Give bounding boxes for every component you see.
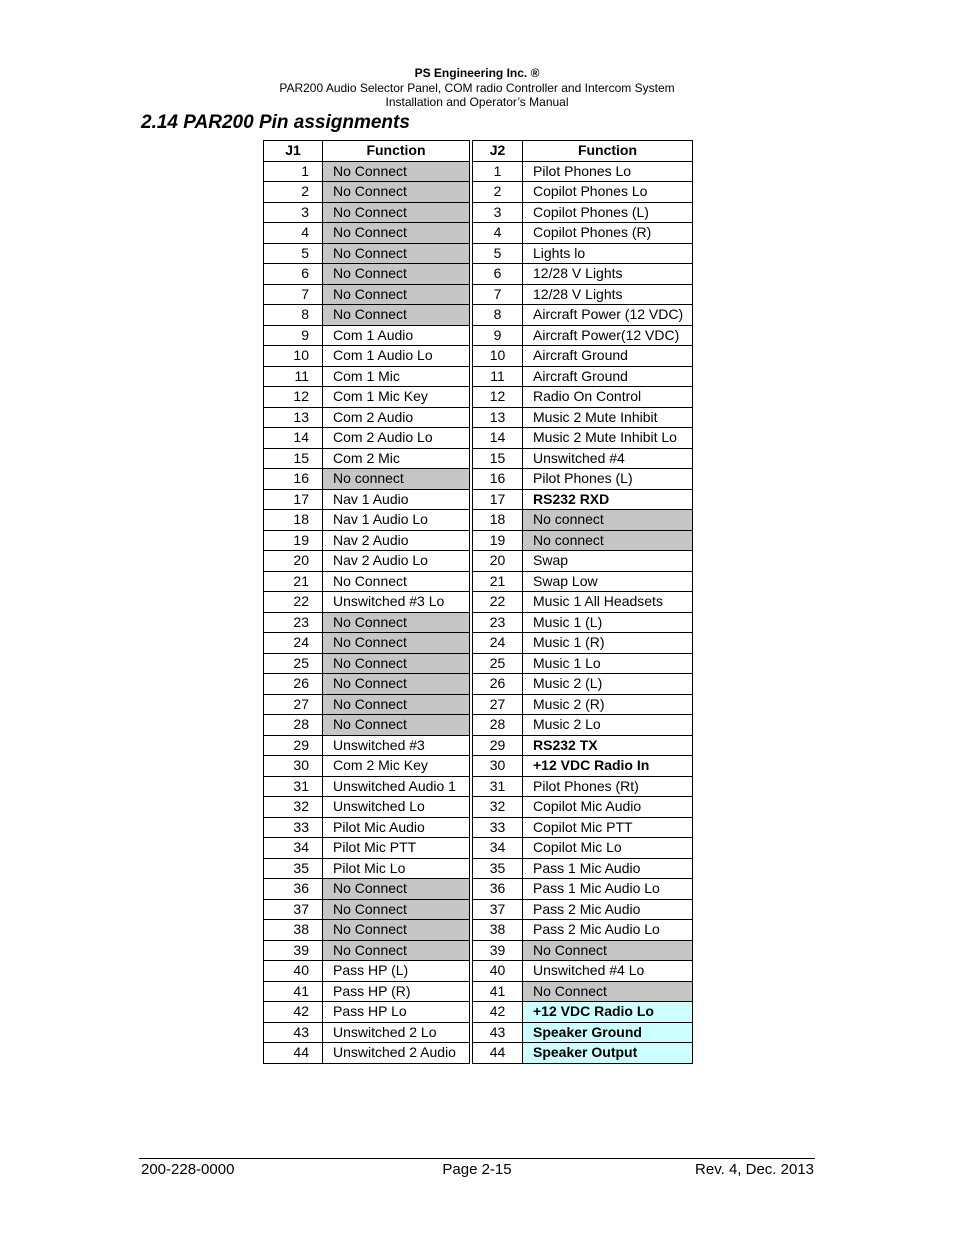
j2-pin-number: 27 (473, 694, 523, 715)
j1-function: Unswitched #3 Lo (323, 592, 470, 613)
j1-function: Pilot Mic PTT (323, 838, 470, 859)
j1-function: Com 1 Mic (323, 366, 470, 387)
table-row (264, 448, 693, 469)
table-row (264, 735, 693, 756)
j2-pin-number: 44 (473, 1043, 523, 1064)
j2-pin-number: 25 (473, 653, 523, 674)
j1-function: No Connect (323, 161, 470, 182)
j1-pin-number: 2 (264, 182, 323, 203)
j1-pin-number: 17 (264, 489, 323, 510)
j2-function: Pilot Phones Lo (523, 161, 693, 182)
j2-function: No Connect (523, 940, 693, 961)
j1-function: Pass HP Lo (323, 1002, 470, 1023)
j1-function: No Connect (323, 674, 470, 695)
j1-pin-number: 22 (264, 592, 323, 613)
j2-pin-number: 1 (473, 161, 523, 182)
j2-function: Music 2 Mute Inhibit Lo (523, 428, 693, 449)
j1-pin-number: 40 (264, 961, 323, 982)
table-row (264, 387, 693, 408)
table-header-row (264, 141, 693, 162)
j1-function: No Connect (323, 305, 470, 326)
j2-pin-number: 22 (473, 592, 523, 613)
table-row (264, 1043, 693, 1064)
j2-pin-number: 29 (473, 735, 523, 756)
j1-function: No Connect (323, 920, 470, 941)
j1-pin-number: 12 (264, 387, 323, 408)
j2-function: Aircraft Ground (523, 366, 693, 387)
j1-pin-number: 41 (264, 981, 323, 1002)
table-row (264, 817, 693, 838)
j2-function: Music 1 All Headsets (523, 592, 693, 613)
j1-pin-number: 26 (264, 674, 323, 695)
j1-pin-number: 36 (264, 879, 323, 900)
j1-function: Unswitched #3 (323, 735, 470, 756)
table-row (264, 489, 693, 510)
j2-function: Copilot Mic PTT (523, 817, 693, 838)
j1-function: No Connect (323, 182, 470, 203)
j1-function: No connect (323, 469, 470, 490)
j1-function: Unswitched 2 Lo (323, 1022, 470, 1043)
j2-pin-number: 42 (473, 1002, 523, 1023)
j1-function: Com 1 Audio (323, 325, 470, 346)
j1-pin-number: 18 (264, 510, 323, 531)
j1-pin-number: 31 (264, 776, 323, 797)
j2-pin-number: 33 (473, 817, 523, 838)
j1-pin-number: 35 (264, 858, 323, 879)
table-row (264, 325, 693, 346)
j2-pin-number: 41 (473, 981, 523, 1002)
j2-function: No connect (523, 510, 693, 531)
j2-pin-number: 31 (473, 776, 523, 797)
table-row (264, 1002, 693, 1023)
j2-function: +12 VDC Radio In (523, 756, 693, 777)
header-manual: Installation and Operator’s Manual (385, 95, 569, 109)
j2-pin-number: 12 (473, 387, 523, 408)
j2-pin-number: 40 (473, 961, 523, 982)
j1-pin-number: 37 (264, 899, 323, 920)
section-title: 2.14 PAR200 Pin assignments (141, 112, 410, 133)
j1-pin-number: 29 (264, 735, 323, 756)
j1-function: Unswitched Lo (323, 797, 470, 818)
table-row (264, 674, 693, 695)
j1-function: Pilot Mic Lo (323, 858, 470, 879)
header-product: PAR200 Audio Selector Panel, COM radio Controller and Intercom System (279, 81, 675, 95)
j1-function: No Connect (323, 633, 470, 654)
j1-pin-number: 10 (264, 346, 323, 367)
table-row (264, 161, 693, 182)
table-row (264, 756, 693, 777)
j1-pin-number: 5 (264, 243, 323, 264)
j2-function: 12/28 V Lights (523, 284, 693, 305)
table-row (264, 981, 693, 1002)
j1-pin-number: 21 (264, 571, 323, 592)
j2-function: Unswitched #4 Lo (523, 961, 693, 982)
j1-function: No Connect (323, 571, 470, 592)
col-header-function-j2: Function (523, 141, 693, 162)
j1-function: No Connect (323, 694, 470, 715)
table-row (264, 305, 693, 326)
footer-divider (139, 1158, 815, 1159)
j2-function: Pilot Phones (L) (523, 469, 693, 490)
j1-pin-number: 11 (264, 366, 323, 387)
j2-function: Pass 1 Mic Audio (523, 858, 693, 879)
j2-pin-number: 13 (473, 407, 523, 428)
j1-function: Unswitched Audio 1 (323, 776, 470, 797)
j1-pin-number: 23 (264, 612, 323, 633)
col-header-function-j1: Function (323, 141, 470, 162)
j2-pin-number: 8 (473, 305, 523, 326)
table-row (264, 366, 693, 387)
j2-function: Music 2 Lo (523, 715, 693, 736)
j2-function: Copilot Phones (R) (523, 223, 693, 244)
j2-function: Pass 2 Mic Audio (523, 899, 693, 920)
j2-pin-number: 36 (473, 879, 523, 900)
j1-function: No Connect (323, 879, 470, 900)
table-row (264, 715, 693, 736)
header-company: PS Engineering Inc. ® (414, 66, 540, 80)
j2-pin-number: 4 (473, 223, 523, 244)
j2-function: Aircraft Power (12 VDC) (523, 305, 693, 326)
table-row (264, 469, 693, 490)
j2-function: Lights lo (523, 243, 693, 264)
j1-pin-number: 38 (264, 920, 323, 941)
table-row (264, 284, 693, 305)
table-row (264, 694, 693, 715)
j2-pin-number: 16 (473, 469, 523, 490)
j2-pin-number: 32 (473, 797, 523, 818)
j2-pin-number: 21 (473, 571, 523, 592)
j2-pin-number: 17 (473, 489, 523, 510)
j1-function: No Connect (323, 715, 470, 736)
j2-function: Pilot Phones (Rt) (523, 776, 693, 797)
table-row (264, 1022, 693, 1043)
table-row (264, 530, 693, 551)
j2-pin-number: 15 (473, 448, 523, 469)
j1-pin-number: 15 (264, 448, 323, 469)
j2-function: Music 2 (R) (523, 694, 693, 715)
table-row (264, 653, 693, 674)
table-row (264, 264, 693, 285)
table-row (264, 920, 693, 941)
j2-function: RS232 RXD (523, 489, 693, 510)
table-row (264, 858, 693, 879)
j1-pin-number: 20 (264, 551, 323, 572)
j1-pin-number: 42 (264, 1002, 323, 1023)
table-row (264, 592, 693, 613)
j2-function: Copilot Phones Lo (523, 182, 693, 203)
j1-pin-number: 32 (264, 797, 323, 818)
pin-rows (264, 161, 693, 1063)
j1-pin-number: 14 (264, 428, 323, 449)
j2-pin-number: 39 (473, 940, 523, 961)
j2-pin-number: 7 (473, 284, 523, 305)
j2-function: Music 1 Lo (523, 653, 693, 674)
j1-function: No Connect (323, 284, 470, 305)
j2-function: Aircraft Ground (523, 346, 693, 367)
j2-pin-number: 30 (473, 756, 523, 777)
j2-pin-number: 19 (473, 530, 523, 551)
j1-function: Unswitched 2 Audio (323, 1043, 470, 1064)
j2-pin-number: 38 (473, 920, 523, 941)
j1-pin-number: 25 (264, 653, 323, 674)
j1-function: Nav 1 Audio (323, 489, 470, 510)
table-row (264, 182, 693, 203)
j2-function: Pass 2 Mic Audio Lo (523, 920, 693, 941)
j1-pin-number: 19 (264, 530, 323, 551)
j2-pin-number: 14 (473, 428, 523, 449)
table-row (264, 510, 693, 531)
j1-function: Nav 1 Audio Lo (323, 510, 470, 531)
j1-function: No Connect (323, 653, 470, 674)
j2-pin-number: 2 (473, 182, 523, 203)
j2-function: Speaker Output (523, 1043, 693, 1064)
j1-pin-number: 3 (264, 202, 323, 223)
table-row (264, 243, 693, 264)
table-row (264, 797, 693, 818)
j2-function: Pass 1 Mic Audio Lo (523, 879, 693, 900)
j2-function: Copilot Mic Audio (523, 797, 693, 818)
col-header-j1: J1 (264, 141, 323, 162)
j2-function: Music 2 Mute Inhibit (523, 407, 693, 428)
table-row (264, 961, 693, 982)
j1-pin-number: 13 (264, 407, 323, 428)
footer-revision: Rev. 4, Dec. 2013 (695, 1161, 814, 1178)
j2-pin-number: 37 (473, 899, 523, 920)
j1-pin-number: 28 (264, 715, 323, 736)
table-row (264, 551, 693, 572)
j1-pin-number: 30 (264, 756, 323, 777)
j2-function: Speaker Ground (523, 1022, 693, 1043)
table-row (264, 571, 693, 592)
j1-pin-number: 43 (264, 1022, 323, 1043)
table-row (264, 346, 693, 367)
j1-pin-number: 9 (264, 325, 323, 346)
j1-pin-number: 16 (264, 469, 323, 490)
pin-assignment-table (263, 140, 693, 1064)
j2-function: No connect (523, 530, 693, 551)
table-row (264, 202, 693, 223)
table-row (264, 633, 693, 654)
j2-function: No Connect (523, 981, 693, 1002)
table-row (264, 776, 693, 797)
j1-function: Com 2 Mic (323, 448, 470, 469)
footer-page-number: Page 2-15 (442, 1161, 512, 1178)
table-row (264, 879, 693, 900)
j2-pin-number: 35 (473, 858, 523, 879)
j2-pin-number: 34 (473, 838, 523, 859)
j1-function: Com 2 Mic Key (323, 756, 470, 777)
j2-pin-number: 24 (473, 633, 523, 654)
j1-function: No Connect (323, 202, 470, 223)
j1-function: No Connect (323, 264, 470, 285)
j2-pin-number: 9 (473, 325, 523, 346)
j1-pin-number: 8 (264, 305, 323, 326)
j1-function: No Connect (323, 940, 470, 961)
j2-function: Copilot Phones (L) (523, 202, 693, 223)
j2-pin-number: 6 (473, 264, 523, 285)
j1-function: Pass HP (R) (323, 981, 470, 1002)
j2-pin-number: 18 (473, 510, 523, 531)
j1-pin-number: 27 (264, 694, 323, 715)
j1-pin-number: 39 (264, 940, 323, 961)
j2-pin-number: 10 (473, 346, 523, 367)
j2-function: Aircraft Power(12 VDC) (523, 325, 693, 346)
j2-function: Unswitched #4 (523, 448, 693, 469)
table-row (264, 899, 693, 920)
j2-function: Music 1 (R) (523, 633, 693, 654)
j1-function: Com 2 Audio Lo (323, 428, 470, 449)
j1-pin-number: 7 (264, 284, 323, 305)
footer-part-number: 200-228-0000 (141, 1161, 235, 1178)
j1-pin-number: 1 (264, 161, 323, 182)
j1-function: Nav 2 Audio Lo (323, 551, 470, 572)
j2-function: Music 1 (L) (523, 612, 693, 633)
j1-function: Com 2 Audio (323, 407, 470, 428)
j2-pin-number: 28 (473, 715, 523, 736)
j2-function: Radio On Control (523, 387, 693, 408)
j2-pin-number: 20 (473, 551, 523, 572)
j1-function: Pilot Mic Audio (323, 817, 470, 838)
j2-function: 12/28 V Lights (523, 264, 693, 285)
j2-pin-number: 11 (473, 366, 523, 387)
j2-pin-number: 26 (473, 674, 523, 695)
table-row (264, 407, 693, 428)
j2-pin-number: 5 (473, 243, 523, 264)
j1-pin-number: 34 (264, 838, 323, 859)
j2-function: +12 VDC Radio Lo (523, 1002, 693, 1023)
j2-pin-number: 23 (473, 612, 523, 633)
table-row (264, 838, 693, 859)
j1-function: No Connect (323, 612, 470, 633)
table-row (264, 940, 693, 961)
j1-function: No Connect (323, 899, 470, 920)
j1-pin-number: 44 (264, 1043, 323, 1064)
j1-function: Com 1 Audio Lo (323, 346, 470, 367)
j1-pin-number: 33 (264, 817, 323, 838)
j2-function: Swap Low (523, 571, 693, 592)
table-row (264, 223, 693, 244)
j1-function: No Connect (323, 243, 470, 264)
j2-function: Copilot Mic Lo (523, 838, 693, 859)
j1-function: No Connect (323, 223, 470, 244)
j1-function: Nav 2 Audio (323, 530, 470, 551)
table-row (264, 612, 693, 633)
j1-function: Com 1 Mic Key (323, 387, 470, 408)
j1-function: Pass HP (L) (323, 961, 470, 982)
j2-function: Swap (523, 551, 693, 572)
j1-pin-number: 6 (264, 264, 323, 285)
col-header-j2: J2 (473, 141, 523, 162)
j2-function: Music 2 (L) (523, 674, 693, 695)
j1-pin-number: 4 (264, 223, 323, 244)
j1-pin-number: 24 (264, 633, 323, 654)
table-row (264, 428, 693, 449)
j2-pin-number: 43 (473, 1022, 523, 1043)
j2-function: RS232 TX (523, 735, 693, 756)
j2-pin-number: 3 (473, 202, 523, 223)
